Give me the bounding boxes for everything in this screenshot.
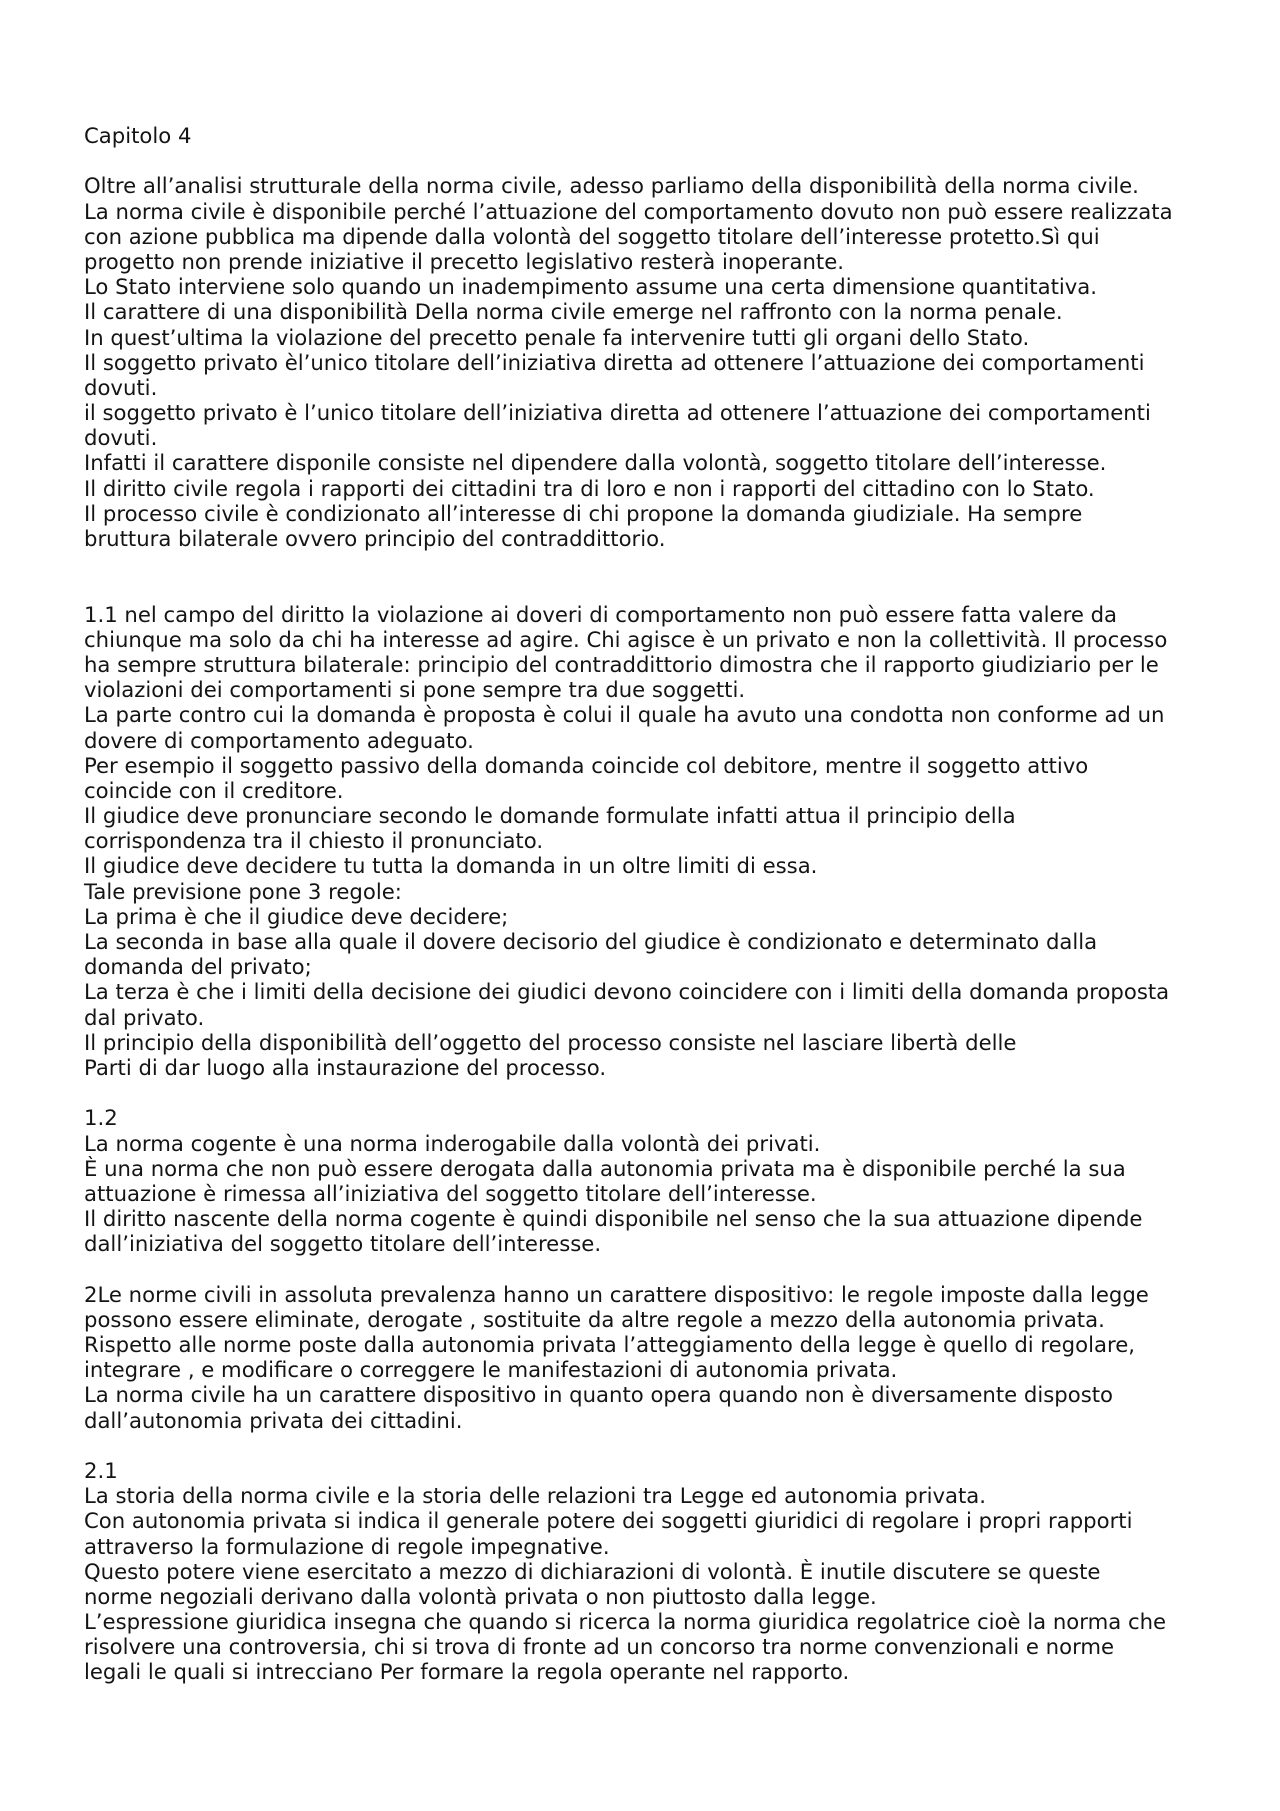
text-line: La terza è che i limiti della decisione dei giudici devono coincidere con i limiti della domanda proposta	[84, 979, 1170, 1005]
text-line: domanda del privato;	[84, 954, 312, 980]
chapter-title: Capitolo 4	[84, 123, 192, 148]
text-line: Lo Stato interviene solo quando un inadempimento assume una certa dimensione quantitativa.	[84, 274, 1098, 300]
section-heading: 1.2	[84, 1105, 118, 1131]
text-line: L’espressione giuridica insegna che quando si ricerca la norma giuridica regolatrice cioè la norma che	[84, 1609, 1167, 1635]
text-line: Per esempio il soggetto passivo della domanda coincide col debitore, mentre il soggetto attivo	[84, 752, 1089, 778]
text-line: dall’iniziativa del soggetto titolare dell’interesse.	[84, 1231, 602, 1257]
text-line: dall’autonomia privata dei cittadini.	[84, 1407, 463, 1433]
text-line: ha sempre struttura bilaterale: principio del contraddittorio dimostra che il rapporto giudiziario per le	[84, 651, 1159, 677]
text-line: corrispondenza tra il chiesto il pronunciato.	[84, 828, 544, 854]
text-line: Rispetto alle norme poste dalla autonomia privata l’atteggiamento della legge è quello di regolare,	[84, 1332, 1135, 1358]
intro-section	[84, 173, 1280, 551]
text-line: possono essere eliminate, derogate , sostituite da altre regole a mezzo della autonomia privata.	[84, 1306, 1105, 1332]
text-line: risolvere una controversia, chi si trova di fronte ad un concorso tra norme convenzionali e norme	[84, 1634, 1115, 1660]
text-line: chiunque ma solo da chi ha interesse ad agire. Chi agisce è un privato e non la collettività. Il processo	[84, 626, 1168, 652]
text-line: La norma cogente è una norma inderogabile dalla volontà dei privati.	[84, 1130, 821, 1156]
text-line: La seconda in base alla quale il dovere decisorio del giudice è condizionato e determinato dalla	[84, 929, 1098, 955]
text-line: il soggetto privato è l’unico titolare dell’iniziativa diretta ad ottenere l’attuazione dei comportamenti	[84, 400, 1151, 426]
text-line: Il soggetto privato èl’unico titolare dell’iniziativa diretta ad ottenere l’attuazione dei comportamenti	[84, 349, 1145, 375]
text-line: dovuti.	[84, 374, 158, 400]
text-line: legali le quali si intrecciano Per formare la regola operante nel rapporto.	[84, 1659, 850, 1685]
text-line: La storia della norma civile e la storia delle relazioni tra Legge ed autonomia privata.	[84, 1483, 987, 1509]
text-line: 1.1 nel campo del diritto la violazione ai doveri di comportamento non può essere fatta valere da	[84, 601, 1118, 627]
text-line: È una norma che non può essere derogata dalla autonomia privata ma è disponibile perché la sua	[84, 1155, 1126, 1181]
section-1-1	[84, 602, 1280, 1081]
section-1-2	[84, 1105, 1280, 1256]
text-line: dovere di comportamento adeguato.	[84, 727, 474, 753]
text-line: Il giudice deve pronunciare secondo le domande formulate infatti attua il principio della	[84, 803, 1016, 829]
text-line: norme negoziali derivano dalla volontà privata o non piuttosto dalla legge.	[84, 1583, 877, 1609]
text-line: con azione pubblica ma dipende dalla volontà del soggetto titolare dell’interesse protetto.Sì qui	[84, 223, 1100, 249]
section-2-1	[84, 1458, 1280, 1685]
text-line: coincide con il creditore.	[84, 777, 344, 803]
text-line: Il carattere di una disponibilità Della norma civile emerge nel raffronto con la norma penale.	[84, 299, 1063, 325]
text-line: La parte contro cui la domanda è proposta è colui il quale ha avuto una condotta non conforme ad un	[84, 702, 1165, 728]
text-line: Questo potere viene esercitato a mezzo di dichiarazioni di volontà. È inutile discutere se queste	[84, 1558, 1101, 1584]
text-line: attuazione è rimessa all’iniziativa del soggetto titolare dell’interesse.	[84, 1180, 817, 1206]
section-heading: 2.1	[84, 1457, 118, 1483]
text-line: In quest’ultima la violazione del precetto penale fa intervenire tutti gli organi dello Stato.	[84, 324, 1030, 350]
text-line: La norma civile è disponibile perché l’attuazione del comportamento dovuto non può essere realizzata	[84, 198, 1173, 224]
section-2	[84, 1282, 1280, 1433]
text-line: progetto non prende iniziative il precetto legislativo resterà inoperante.	[84, 248, 844, 274]
text-line: 2Le norme civili in assoluta prevalenza hanno un carattere dispositivo: le regole imposte dalla legge	[84, 1281, 1149, 1307]
text-line: La prima è che il giudice deve decidere;	[84, 903, 509, 929]
text-line: Tale previsione pone 3 regole:	[84, 878, 402, 904]
text-line: Parti di dar luogo alla instaurazione del processo.	[84, 1054, 607, 1080]
text-line: integrare , e modificare o correggere le manifestazioni di autonomia privata.	[84, 1357, 898, 1383]
text-line: Con autonomia privata si indica il generale potere dei soggetti giuridici di regolare i propri rapporti	[84, 1508, 1133, 1534]
text-line: Il diritto civile regola i rapporti dei cittadini tra di loro e non i rapporti del cittadino con lo Stato.	[84, 475, 1095, 501]
text-line: dal privato.	[84, 1004, 205, 1030]
text-line: bruttura bilaterale ovvero principio del contraddittorio.	[84, 526, 666, 551]
text-line: dovuti.	[84, 425, 158, 451]
text-line: violazioni dei comportamenti si pone sempre tra due soggetti.	[84, 677, 746, 703]
text-line: Oltre all’analisi strutturale della norma civile, adesso parliamo della disponibilità della norma civile.	[84, 173, 1139, 199]
text-line: Il giudice deve decidere tu tutta la domanda in un oltre limiti di essa.	[84, 853, 818, 879]
text-line: Il diritto nascente della norma cogente è quindi disponibile nel senso che la sua attuazione dipende	[84, 1206, 1143, 1232]
text-line: Infatti il carattere disponile consiste nel dipendere dalla volontà, soggetto titolare dell’interesse.	[84, 450, 1107, 476]
text-line: attraverso la formulazione di regole impegnative.	[84, 1533, 610, 1559]
text-line: Il processo civile è condizionato all’interesse di chi propone la domanda giudiziale. Ha sempre	[84, 500, 1083, 526]
text-line: Il principio della disponibilità dell’oggetto del processo consiste nel lasciare libertà delle	[84, 1029, 1017, 1055]
text-line: La norma civile ha un carattere dispositivo in quanto opera quando non è diversamente disposto	[84, 1382, 1114, 1408]
